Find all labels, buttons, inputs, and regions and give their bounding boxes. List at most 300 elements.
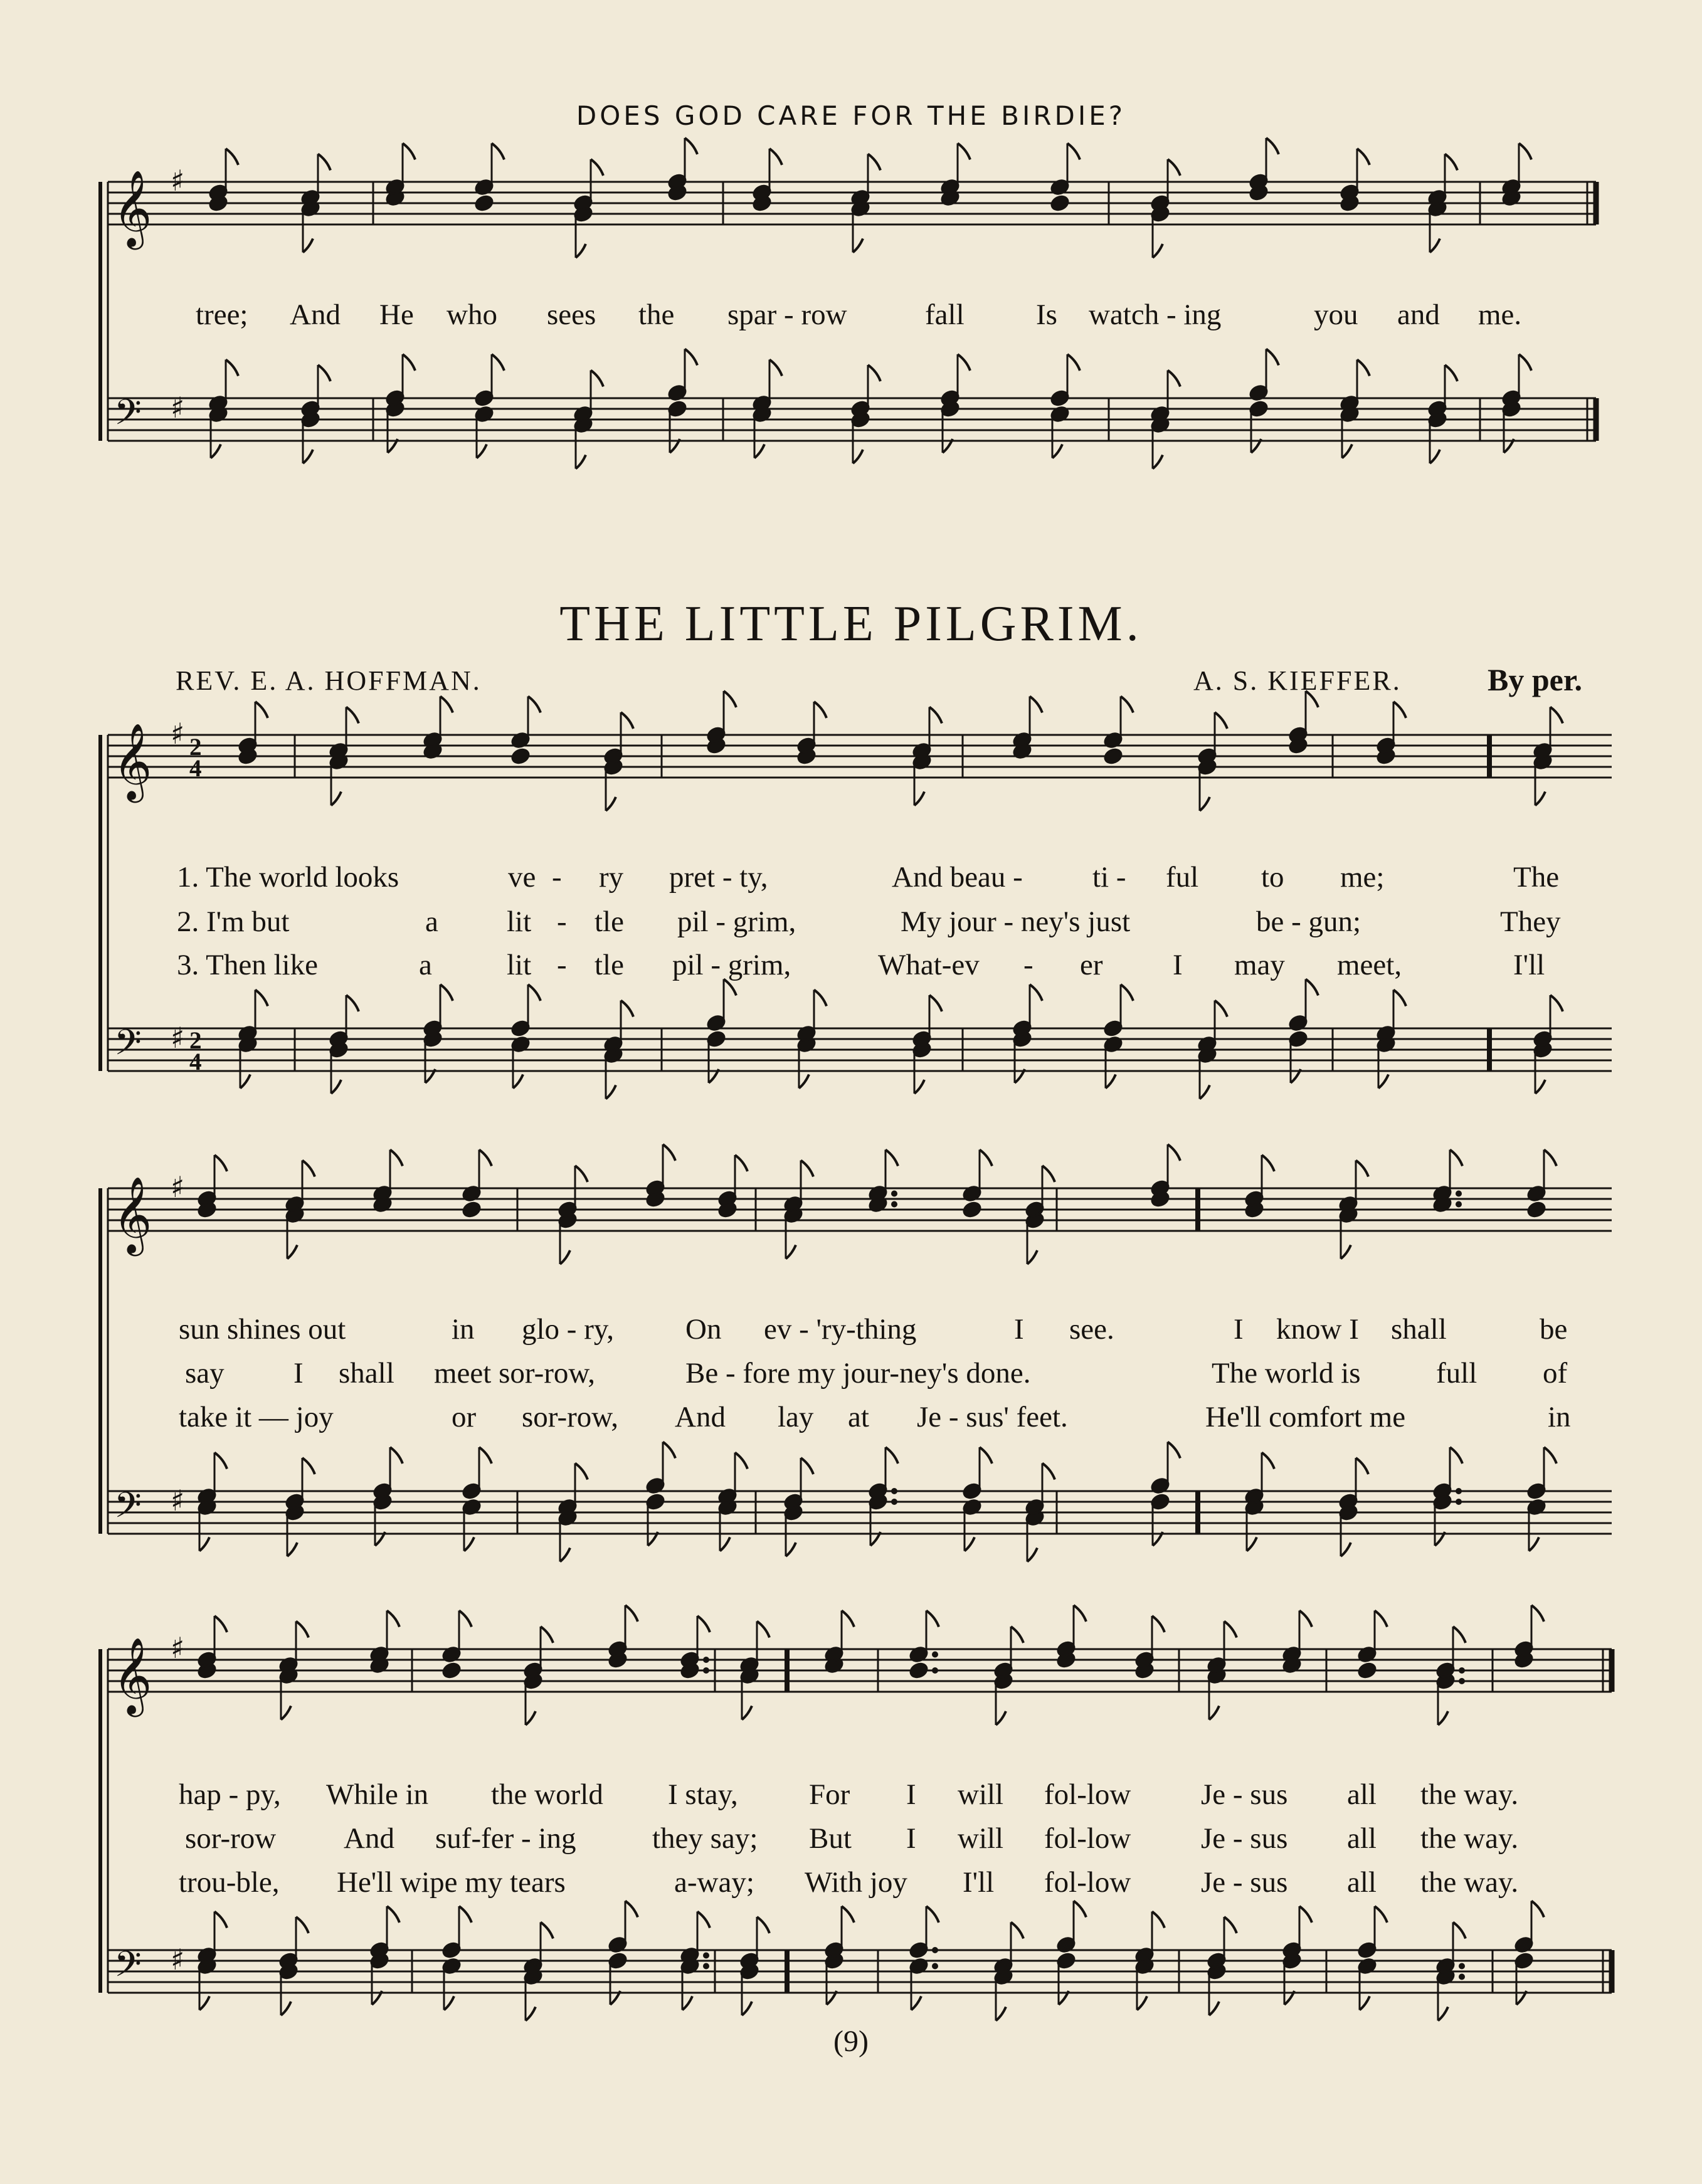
note-flag [560, 1250, 570, 1264]
lyric-word: While in [326, 1778, 429, 1811]
treble-clef-icon: 𝄞 [113, 1637, 152, 1714]
note-flag [199, 1997, 209, 2010]
bass-clef-icon: 𝄢 [114, 1485, 142, 1535]
note-flag [346, 995, 359, 1011]
lyric-word: a-way; [674, 1866, 754, 1899]
note-flag [1067, 144, 1080, 160]
key-signature-sharp-icon: ♯ [171, 391, 185, 425]
lyric-word: Je - sus [1201, 1778, 1288, 1811]
bass-clef-icon: 𝄢 [114, 1022, 142, 1072]
note-flag [1393, 990, 1406, 1006]
note-flag [1438, 2007, 1448, 2021]
dot [1456, 1201, 1462, 1208]
lyric-word: - [557, 905, 567, 938]
key-signature-sharp-icon: ♯ [171, 717, 185, 751]
dot [891, 1499, 897, 1505]
note-flag [663, 1442, 675, 1459]
note-flag [1341, 1543, 1351, 1556]
note-flag [853, 239, 863, 253]
lyric-word: I [1234, 1313, 1244, 1346]
note-flag [211, 445, 221, 458]
note-flag [853, 450, 863, 463]
note-flag [720, 1538, 730, 1551]
lyric-word: - [557, 949, 567, 981]
note-flag [526, 1711, 536, 1725]
lyric-word: take it — joy [179, 1401, 334, 1433]
lyric-word: er [1080, 949, 1103, 981]
note-flag [1011, 1627, 1023, 1643]
note-flag [929, 707, 942, 724]
note-flag [302, 1161, 315, 1177]
note-flag [757, 1622, 769, 1638]
lyric-word: and [1397, 298, 1440, 331]
lyric-word: ry [599, 861, 624, 894]
lyric-word: fall [925, 298, 965, 331]
lyric-word: tle [595, 905, 624, 938]
note-flag [621, 712, 633, 729]
note-flag [403, 144, 415, 160]
time-signature-digit: 2 [189, 734, 202, 761]
lyric-word: ti - [1092, 861, 1126, 894]
note-flag [1306, 979, 1318, 996]
note-flag [459, 1906, 472, 1923]
lyric-word: I'll [963, 1866, 995, 1899]
note-flag [1531, 1605, 1544, 1622]
note-flag [492, 354, 504, 371]
note-flag [1168, 1442, 1180, 1459]
lyric-word: a [425, 905, 438, 938]
note-flag [682, 1997, 692, 2010]
lyric-word: The world is [1212, 1357, 1361, 1390]
dot [1459, 1667, 1465, 1674]
note-flag [199, 1538, 209, 1551]
note-flag [226, 360, 238, 376]
treble-clef-icon: 𝄞 [113, 722, 152, 800]
time-signature-digit: 4 [189, 1048, 202, 1075]
lyric-word: And [344, 1822, 394, 1855]
note-flag [1247, 1538, 1257, 1551]
note-flag [479, 1447, 492, 1464]
note-flag [296, 1622, 309, 1638]
lyric-word: all [1347, 1822, 1377, 1855]
lyric-word: hap - py, [179, 1778, 281, 1811]
note-flag [281, 2002, 291, 2015]
note-flag [528, 984, 541, 1001]
bass-clef-icon: 𝄢 [114, 392, 142, 442]
note-flag [1360, 1997, 1370, 2010]
note-flag [214, 1912, 227, 1928]
dot [891, 1201, 897, 1208]
note-flag [606, 797, 616, 811]
note-flag [403, 354, 415, 371]
lyric-word: me; [1340, 861, 1385, 894]
note-flag [1262, 1155, 1274, 1171]
note-flag [331, 792, 341, 806]
key-signature-sharp-icon: ♯ [171, 1484, 185, 1517]
note-flag [1011, 1923, 1023, 1939]
note-flag [1375, 1611, 1387, 1627]
note-flag [214, 1453, 227, 1469]
lyric-word: What-ev [878, 949, 980, 981]
lyric-word: will [958, 1822, 1004, 1855]
lyric-word: the [638, 298, 675, 331]
note-flag [390, 1447, 403, 1464]
note-flag [440, 984, 453, 1001]
lyric-word: at [848, 1401, 869, 1433]
note-flag [1209, 1706, 1219, 1720]
lyric-word: the way. [1420, 1822, 1519, 1855]
note-flag [528, 697, 541, 713]
note-flag [911, 1997, 921, 2010]
time-signature-digit: 2 [189, 1027, 202, 1054]
note-flag [281, 1706, 291, 1720]
note-flag [1262, 1453, 1274, 1469]
note-flag [1519, 144, 1531, 160]
lyric-word: see. [1069, 1313, 1114, 1346]
lyric-word: ful [1166, 861, 1199, 894]
note-flag [1550, 707, 1563, 724]
lyric-word: ve [508, 861, 536, 894]
lyric-word: The [1513, 861, 1560, 894]
note-head [441, 1662, 462, 1679]
composer-credit: A. S. KIEFFER. [1193, 665, 1402, 696]
note-flag [1544, 1150, 1557, 1166]
note-flag [663, 1144, 675, 1161]
note-flag [685, 349, 697, 366]
note-flag [801, 1458, 813, 1474]
note-flag [914, 792, 924, 806]
dot [1456, 1499, 1462, 1505]
lyric-word: meet, [1337, 949, 1402, 981]
note-flag [1438, 1711, 1448, 1725]
note-flag [1067, 354, 1080, 371]
note-flag [742, 1706, 752, 1720]
note-head [962, 1201, 982, 1218]
lyric-word: full [1436, 1357, 1477, 1390]
note-flag [1393, 702, 1406, 718]
lyric-word: My jour - ney's just [901, 905, 1131, 938]
lyric-word: He'll comfort me [1205, 1401, 1406, 1433]
note-flag [735, 1453, 748, 1469]
note-flag [575, 1464, 588, 1480]
lyric-word: be [1540, 1313, 1568, 1346]
lyric-word: - [1023, 949, 1033, 981]
hymn-title: THE LITTLE PILGRIM. [559, 596, 1143, 652]
note-flag [390, 1150, 403, 1166]
note-flag [926, 1906, 939, 1923]
lyric-word: Is [1036, 298, 1057, 331]
lyric-word: suf-fer - ing [435, 1822, 576, 1855]
note-flag [1357, 360, 1370, 376]
running-head: DOES GOD CARE FOR THE BIRDIE? [576, 100, 1126, 131]
note-flag [1042, 1464, 1055, 1480]
note-flag [1531, 1901, 1544, 1918]
treble-clef-icon: 𝄞 [113, 1176, 152, 1253]
note-flag [302, 1458, 315, 1474]
lyric-word: I [1173, 949, 1183, 981]
lyric-word: I [906, 1822, 916, 1855]
note-flag [1200, 1085, 1210, 1099]
note-flag [868, 365, 880, 381]
lyric-word: meet sor-row, [434, 1357, 596, 1390]
note-flag [346, 707, 359, 724]
lyric-word: shall [339, 1357, 394, 1390]
note-flag [1074, 1605, 1086, 1622]
note-flag [742, 2002, 752, 2015]
lyric-word: the way. [1420, 1778, 1519, 1811]
lyric-word: fol-low [1044, 1822, 1131, 1855]
lyric-word: in [452, 1313, 475, 1346]
lyric-word: sor-row, [522, 1401, 618, 1433]
key-signature-sharp-icon: ♯ [171, 1943, 185, 1976]
note-head [909, 1662, 929, 1679]
note-flag [1215, 1001, 1227, 1017]
note-flag [1544, 1447, 1557, 1464]
note-flag [1030, 697, 1042, 713]
lyric-word: pil - grim, [677, 905, 796, 938]
dot [1459, 1678, 1465, 1684]
key-signature-sharp-icon: ♯ [171, 1021, 185, 1055]
lyric-word: be - gun; [1256, 905, 1361, 938]
lyric-word: Je - sus [1201, 1866, 1288, 1899]
note-flag [575, 1166, 588, 1182]
note-flag [801, 1161, 813, 1177]
note-flag [1224, 1622, 1237, 1638]
lyric-word: who [447, 298, 497, 331]
dot [891, 1191, 897, 1197]
key-signature-sharp-icon: ♯ [171, 1170, 185, 1204]
lyric-word: I [293, 1357, 304, 1390]
note-flag [1529, 1538, 1539, 1551]
lyric-word: sor-row [185, 1822, 277, 1855]
lyric-word: or [452, 1401, 477, 1433]
note-flag [786, 1245, 796, 1259]
note-flag [1121, 697, 1133, 713]
note-flag [214, 1155, 227, 1171]
note-flag [287, 1245, 297, 1259]
dot [1456, 1488, 1462, 1494]
note-flag [996, 2007, 1006, 2021]
lyric-word: And [675, 1401, 726, 1433]
note-flag [885, 1447, 898, 1464]
note-flag [1106, 1075, 1116, 1089]
note-flag [754, 445, 764, 458]
dot [932, 1652, 938, 1658]
dot [703, 1657, 709, 1663]
dot [932, 1947, 938, 1953]
note-flag [1152, 1616, 1165, 1632]
dot [1456, 1191, 1462, 1197]
note-flag [625, 1901, 638, 1918]
lyric-word: They [1500, 905, 1561, 938]
lyric-word: sun shines out [179, 1313, 346, 1346]
note-head [474, 194, 494, 212]
note-flag [464, 1538, 474, 1551]
music-system-top [0, 150, 1702, 527]
note-flag [757, 1917, 769, 1933]
lyric-word: the way. [1420, 1866, 1519, 1899]
note-flag [1027, 1250, 1037, 1264]
note-flag [318, 154, 330, 171]
note-flag [1152, 1912, 1165, 1928]
note-flag [318, 365, 330, 381]
lyric-word: I [906, 1778, 916, 1811]
dot [932, 1667, 938, 1674]
lyric-word: And [290, 298, 341, 331]
note-flag [1378, 1075, 1388, 1089]
note-flag [926, 1611, 939, 1627]
note-flag [786, 1543, 796, 1556]
note-flag [958, 144, 970, 160]
lyric-word: me. [1478, 298, 1522, 331]
note-flag [1453, 1923, 1466, 1939]
permission-note: By per. [1488, 662, 1582, 697]
dot [932, 1963, 938, 1970]
note-flag [492, 144, 504, 160]
note-flag [1153, 455, 1163, 469]
note-flag [958, 354, 970, 371]
note-flag [885, 1150, 898, 1166]
lyric-word: And beau - [892, 861, 1023, 894]
note-flag [685, 138, 697, 154]
lyric-word: With joy [805, 1866, 907, 1899]
note-flag [1445, 154, 1457, 171]
note-flag [387, 1611, 399, 1627]
lyric-word: shall [1391, 1313, 1447, 1346]
lyric-word: in [1548, 1401, 1571, 1433]
note-flag [929, 995, 942, 1011]
note-flag [697, 1616, 710, 1632]
note-flag [1168, 159, 1180, 176]
lyric-word: Je - sus [1201, 1822, 1288, 1855]
note-flag [1535, 792, 1545, 806]
lyric-word: say [185, 1357, 225, 1390]
lyric-word: tree; [196, 298, 248, 331]
dot [703, 1667, 709, 1674]
note-flag [697, 1912, 710, 1928]
note-flag [287, 1543, 297, 1556]
note-flag [980, 1150, 992, 1166]
lyric-word: all [1347, 1778, 1377, 1811]
note-head [1357, 1662, 1377, 1679]
note-flag [1453, 1627, 1466, 1643]
key-signature-sharp-icon: ♯ [171, 164, 185, 198]
note-flag [1153, 244, 1163, 258]
lyric-word: 1. The world looks [177, 861, 399, 894]
note-flag [1200, 797, 1210, 811]
lyric-word: glo - ry, [522, 1313, 615, 1346]
lyric-word: I stay, [668, 1778, 738, 1811]
note-flag [255, 990, 268, 1006]
note-head [1103, 747, 1123, 765]
note-flag [1168, 1144, 1180, 1161]
treble-clef-icon: 𝄞 [113, 169, 152, 247]
note-flag [965, 1538, 975, 1551]
note-flag [303, 450, 313, 463]
lyric-word: I [1014, 1313, 1024, 1346]
lyric-word: lay [778, 1401, 814, 1433]
note-head [1526, 1201, 1546, 1218]
note-flag [1357, 149, 1370, 165]
lyric-word: On [685, 1313, 722, 1346]
lyric-word: spar - row [727, 298, 847, 331]
lyric-word: tle [595, 949, 624, 981]
note-flag [1224, 1917, 1237, 1933]
lyric-word: 2. I'm but [177, 905, 290, 938]
note-flag [477, 445, 487, 458]
note-flag [1121, 984, 1133, 1001]
note-flag [1052, 445, 1062, 458]
note-flag [1430, 239, 1440, 253]
time-signature-digit: 4 [189, 755, 202, 782]
note-flag [769, 149, 782, 165]
author-credit: REV. E. A. HOFFMAN. [176, 665, 482, 696]
note-flag [799, 1075, 809, 1089]
note-flag [1341, 1245, 1351, 1259]
lyric-word: Be - fore my jour-ney's done. [685, 1357, 1031, 1390]
note-flag [1550, 995, 1563, 1011]
note-flag [226, 149, 238, 165]
note-flag [513, 1075, 523, 1089]
lyric-word: of [1543, 1357, 1568, 1390]
lyric-word: pret - ty, [669, 861, 768, 894]
note-flag [303, 239, 313, 253]
note-flag [621, 1001, 633, 1017]
lyric-word: sees [547, 298, 596, 331]
note-head [1050, 194, 1070, 212]
note-flag [1356, 1458, 1368, 1474]
dot [1459, 1974, 1465, 1980]
note-flag [591, 371, 603, 387]
note-flag [1342, 445, 1352, 458]
note-flag [479, 1150, 492, 1166]
lyric-word: to [1261, 861, 1284, 894]
lyric-word: lit [507, 905, 532, 938]
lyric-word: Je - sus' feet. [917, 1401, 1068, 1433]
note-flag [1137, 1997, 1147, 2010]
lyric-word: they say; [652, 1822, 758, 1855]
note-flag [440, 697, 453, 713]
note-flag [1299, 1906, 1312, 1923]
lyric-word: For [809, 1778, 850, 1811]
lyric-word: fol-low [1044, 1866, 1131, 1899]
lyric-word: will [958, 1778, 1004, 1811]
note-flag [541, 1627, 553, 1643]
note-flag [387, 1906, 399, 1923]
key-signature-sharp-icon: ♯ [171, 1631, 185, 1665]
note-flag [1027, 1548, 1037, 1562]
note-flag [1375, 1906, 1387, 1923]
note-flag [735, 1155, 748, 1171]
lyric-word: He [379, 298, 414, 331]
note-flag [255, 702, 268, 718]
note-flag [240, 1075, 250, 1089]
lyric-word: ev - 'ry-thing [764, 1313, 917, 1346]
lyric-word: you [1314, 298, 1358, 331]
note-flag [1209, 2002, 1219, 2015]
note-flag [814, 990, 827, 1006]
lyric-word: But [809, 1822, 852, 1855]
note-flag [625, 1605, 638, 1622]
note-flag [526, 2007, 536, 2021]
note-flag [1430, 450, 1440, 463]
note-flag [1356, 1161, 1368, 1177]
note-flag [724, 691, 736, 707]
note-flag [1535, 1080, 1545, 1094]
bass-clef-icon: 𝄢 [114, 1944, 142, 1994]
note-flag [1042, 1166, 1055, 1182]
note-flag [1299, 1611, 1312, 1627]
